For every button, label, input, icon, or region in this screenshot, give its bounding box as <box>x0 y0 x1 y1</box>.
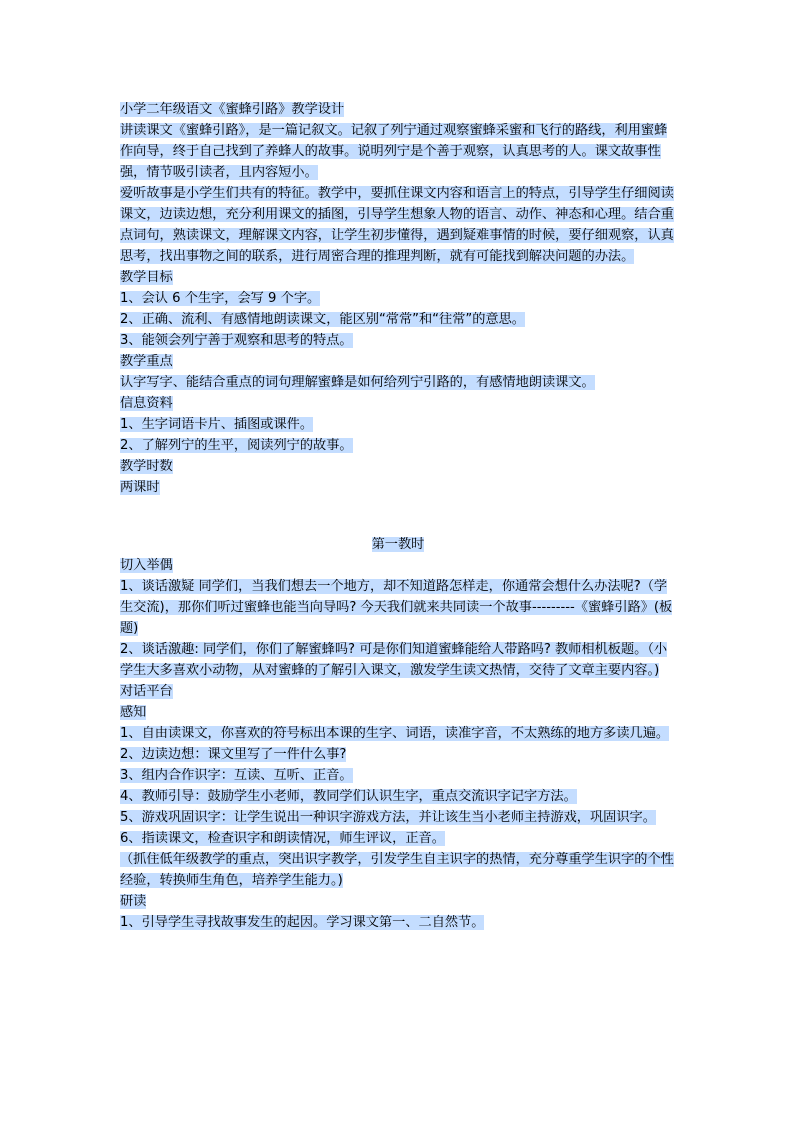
goal-item: 2、正确、流利、有感情地朗读课文，能区别“常常”和“往常”的意思。 <box>120 312 525 327</box>
section-heading-study: 研读 <box>120 894 147 909</box>
document-body <box>120 99 676 933</box>
material-item: 1、生字词语卡片、插图或课件。 <box>120 417 314 432</box>
perceive-item: 1、自由读课文，你喜欢的符号标出本课的生字、词语，读准字音，不太熟练的地方多读几遍。 <box>120 726 670 741</box>
document-title: 小学二年级语文《蜜蜂引路》教学设计 <box>120 102 345 117</box>
goal-item: 3、能领会列宁善于观察和思考的特点。 <box>120 333 353 348</box>
section-heading-intro: 切入举偶 <box>120 558 173 573</box>
goal-item: 1、会认 6 个生字，会写 9 个字。 <box>120 291 321 306</box>
section-heading-goals: 教学目标 <box>120 270 173 285</box>
section-heading-materials: 信息资料 <box>120 396 173 411</box>
keypoints-text: 认字写字、能结合重点的词句理解蜜蜂是如何给列宁引路的，有感情地朗读课文。 <box>120 375 595 390</box>
entry-item: 2、谈话激趣: 同学们，你们了解蜜蜂吗? 可是你们知道蜜蜂能给人带路吗? 教师相机板题。（小学生大多喜欢小动物，从对蜜蜂的了解引入课文，激发学生读文热情，交待了文章主要内容。) <box>120 642 668 678</box>
perceive-item: 2、边读边想：课文里写了一件什么事? <box>120 747 347 762</box>
perceive-item: 4、教师引导：鼓励学生小老师，教同学们认识生字，重点交流识字记字方法。 <box>120 789 577 804</box>
intro-paragraph-2: 爱听故事是小学生们共有的特征。教学中，要抓住课文内容和语言上的特点，引导学生仔细阅读课文，边读边想，充分利用课文的插图，引导学生想象人物的语言、动作、神态和心理。结合重点词句，熟读课文，理解课文内容，让学生初步懂得，遇到疑难事情的时候，要仔细观察，认真思考，找出事物之间的联系，进行周密合理的推理判断，就有可能找到解决问题的办法。 <box>120 186 674 264</box>
section-heading-hours: 教学时数 <box>120 459 173 474</box>
hours-value: 两课时 <box>120 480 160 495</box>
lesson-one-title: 第一教时 <box>371 537 425 552</box>
perceive-note: （抓住低年级教学的重点，突出识字教学，引发学生自主识字的热情，充分尊重学生识字的个性经验，转换师生角色，培养学生能力。) <box>120 852 674 888</box>
perceive-item: 3、组内合作识字：互读、互听、正音。 <box>120 768 353 783</box>
perceive-item: 5、游戏巩固识字：让学生说出一种识字游戏方法，并让该生当小老师主持游戏，巩固识字。 <box>120 810 656 825</box>
study-item: 1、引导学生寻找故事发生的起因。学习课文第一、二自然节。 <box>120 915 485 930</box>
section-heading-keypoints: 教学重点 <box>120 354 173 369</box>
section-heading-perceive: 感知 <box>120 705 147 720</box>
section-heading-dialogue: 对话平台 <box>120 684 173 699</box>
material-item: 2、了解列宁的生平，阅读列宁的故事。 <box>120 438 353 453</box>
perceive-item: 6、指读课文，检查识字和朗读情况，师生评议，正音。 <box>120 831 445 846</box>
intro-paragraph-1: 讲读课文《蜜蜂引路》，是一篇记叙文。记叙了列宁通过观察蜜蜂采蜜和飞行的路线，利用蜜蜂作向导，终于自己找到了养蜂人的故事。说明列宁是个善于观察，认真思考的人。课文故事性强，情节吸引读者，且内容短小。 <box>120 123 668 180</box>
entry-item: 1、谈话激疑 同学们，当我们想去一个地方，却不知道路怎样走，你通常会想什么办法呢?（学生交流)，那你们听过蜜蜂也能当向导吗? 今天我们就来共同读一个故事---------《蜜蜂引路》(板题) <box>120 579 673 636</box>
